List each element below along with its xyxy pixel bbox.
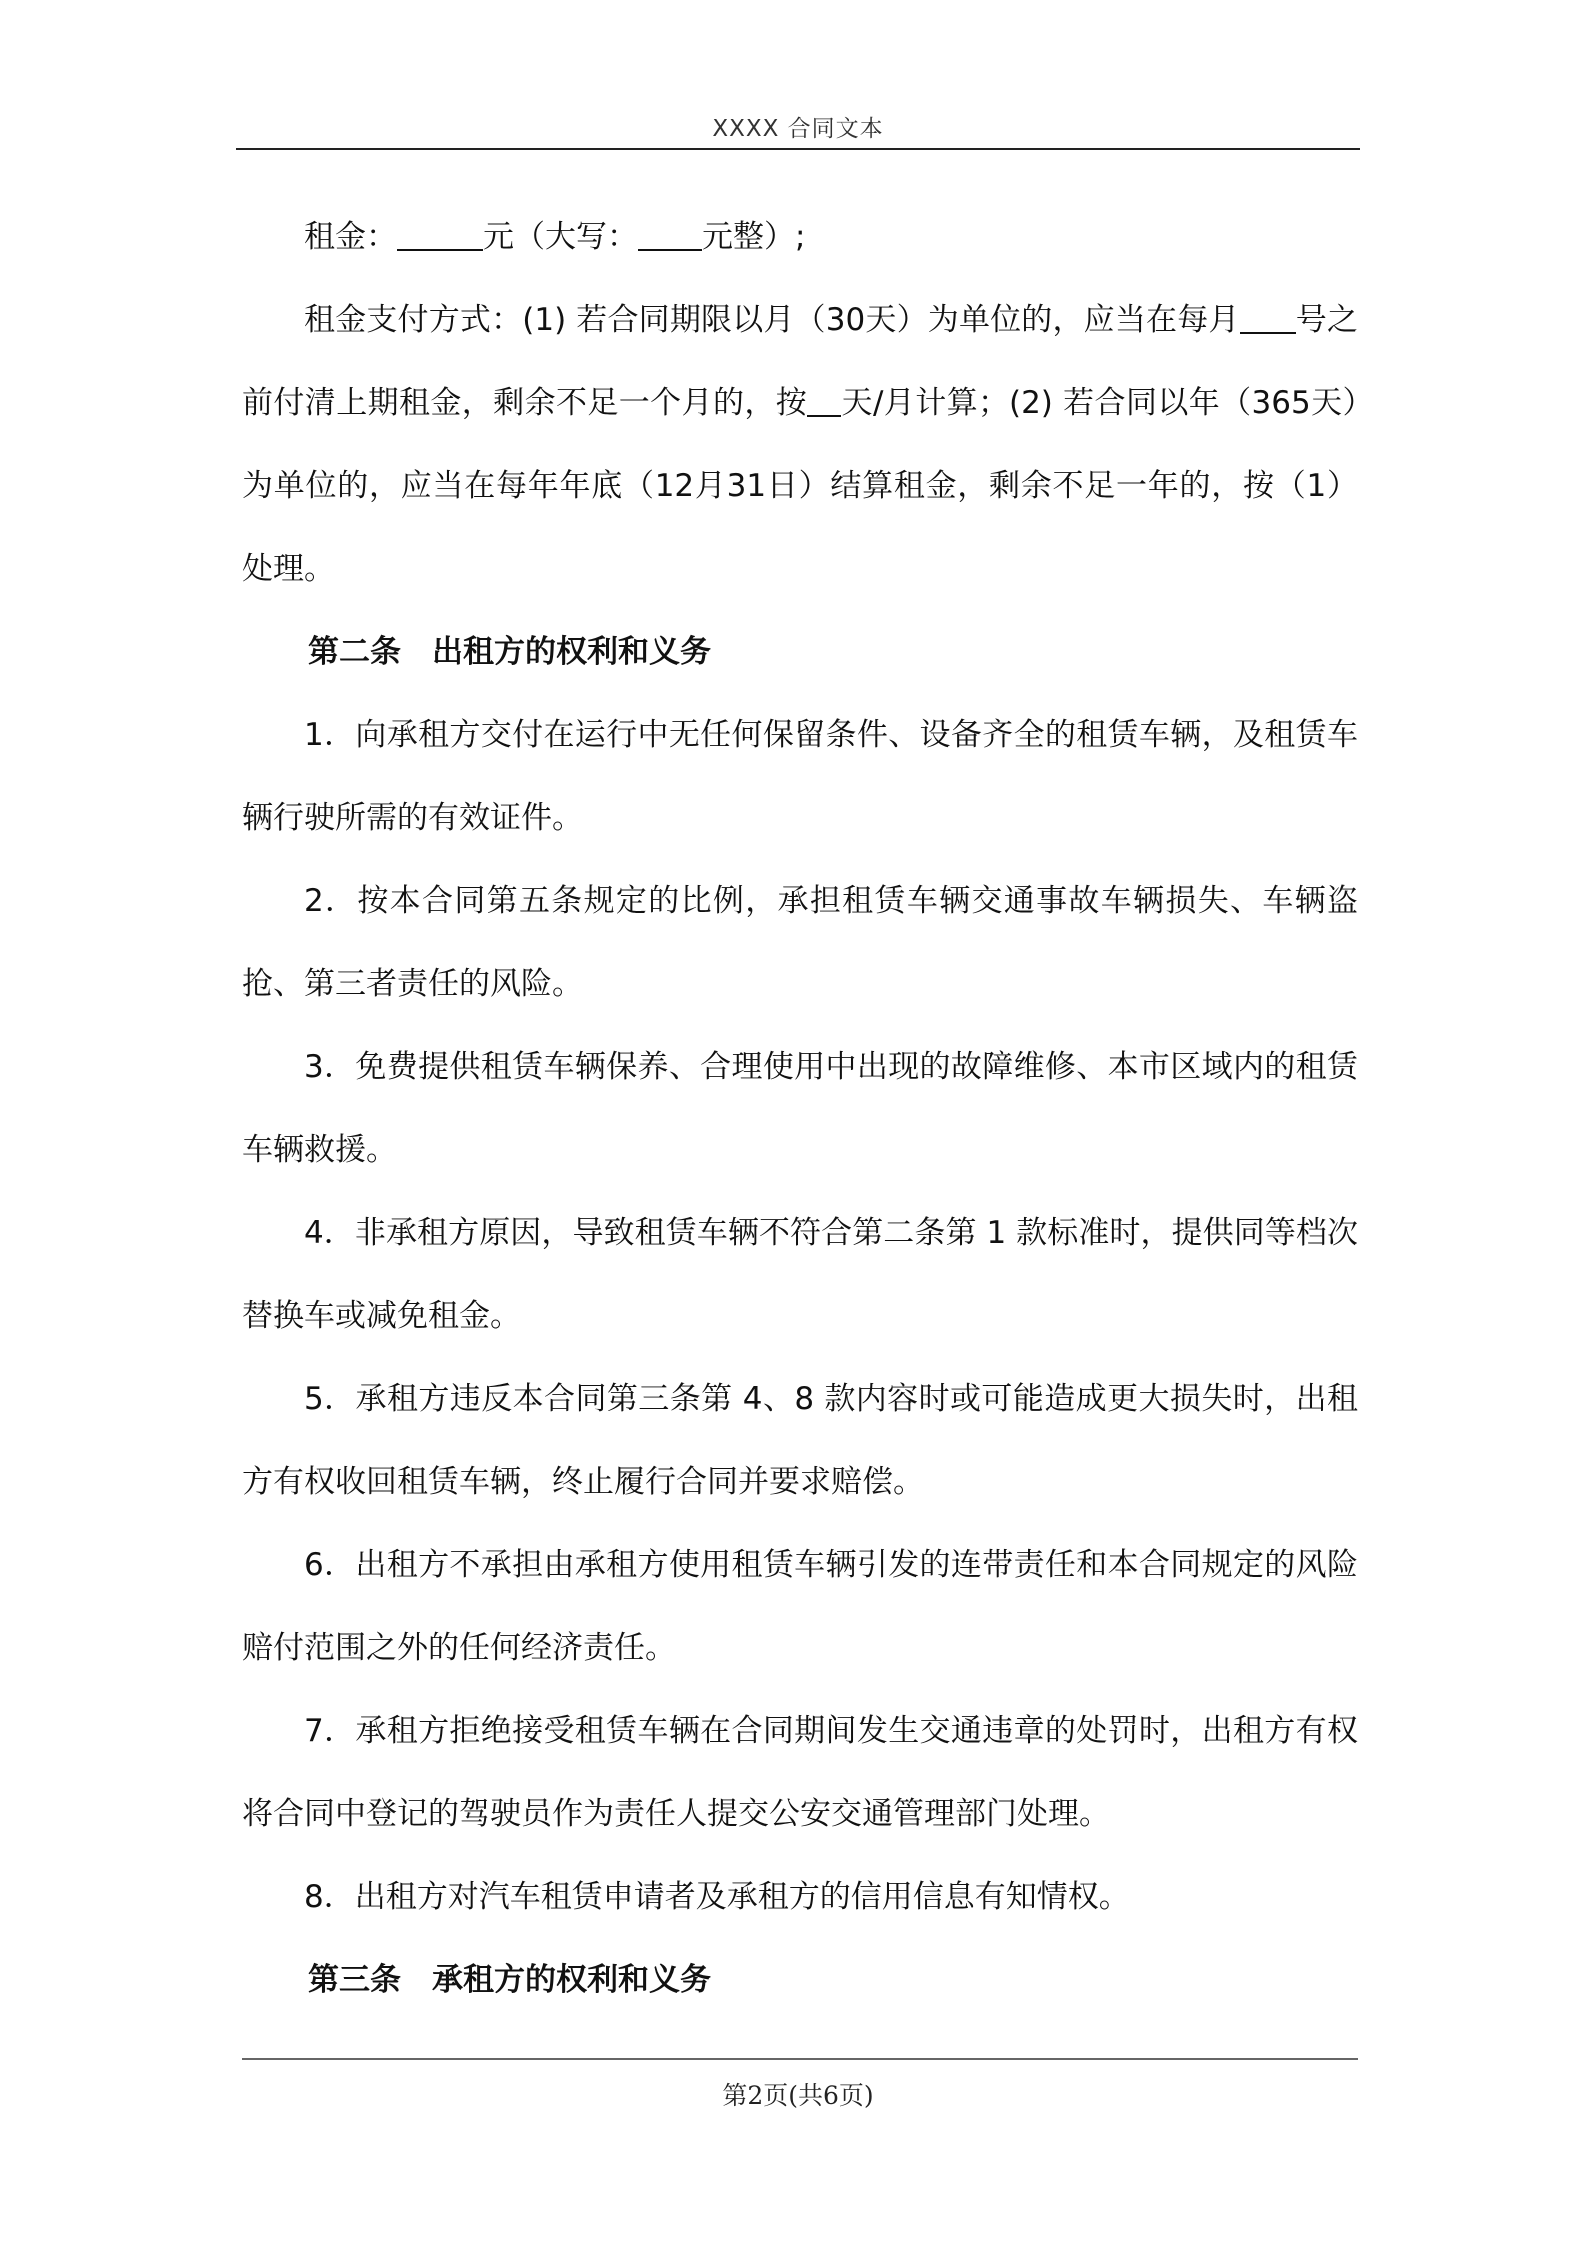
rent-line	[242, 196, 1358, 279]
clause-item: 3．免费提供租赁车辆保养、合理使用中出现的故障维修、本市区域内的租赁车辆救援。	[242, 1049, 1358, 1168]
header-divider	[236, 148, 1360, 150]
payment-day-blank	[1240, 304, 1296, 334]
page-header: XXXX 合同文本	[712, 116, 884, 142]
clause-item: 5．承租方违反本合同第三条第 4、8 款内容时或可能造成更大损失时，出租方有权收回租赁车辆，终止履行合同并要求赔偿。	[242, 1381, 1358, 1500]
payment-days-blank	[807, 387, 841, 417]
clause-item: 4．非承租方原因，导致租赁车辆不符合第二条第 1 款标准时，提供同等档次替换车或减免租金。	[242, 1215, 1358, 1334]
section-heading-2: 第二条 出租方的权利和义务	[308, 634, 711, 670]
rent-unit: 元（大写：	[483, 219, 638, 255]
payment-paragraph	[242, 279, 1358, 611]
clause-item: 8．出租方对汽车租赁申请者及承租方的信用信息有知情权。	[304, 1879, 1130, 1915]
payment-text-1: 租金支付方式：(1) 若合同期限以月（30天）为单位的，应当在每月	[304, 302, 1240, 338]
rent-label: 租金：	[304, 219, 397, 255]
clause-item: 1．向承租方交付在运行中无任何保留条件、设备齐全的租赁车辆，及租赁车辆行驶所需的有效证件。	[242, 717, 1358, 836]
clause-item: 7．承租方拒绝接受租赁车辆在合同期间发生交通违章的处罚时，出租方有权将合同中登记的驾驶员作为责任人提交公安交通管理部门处理。	[242, 1713, 1358, 1832]
rent-unit-end: 元整）;	[702, 219, 806, 255]
rent-amount-words-blank	[638, 221, 702, 251]
payment-text-3: 天/月计算；(2) 若合同以年（365天）为单位的，应当在每年年底（12月31日）结算租金，剩余不足一年的，按（1）处理。	[242, 385, 1358, 587]
rent-amount-blank	[397, 221, 483, 251]
document-body	[242, 196, 1358, 2022]
clause-item: 6．出租方不承担由承租方使用租赁车辆引发的连带责任和本合同规定的风险赔付范围之外的任何经济责任。	[242, 1547, 1358, 1666]
payment-text-2: 号之前付清上期租金，剩余不足一个月的，按	[242, 302, 1358, 421]
section-heading-3: 第三条 承租方的权利和义务	[308, 1962, 711, 1998]
clause-item: 2．按本合同第五条规定的比例，承担租赁车辆交通事故车辆损失、车辆盗抢、第三者责任的风险。	[242, 883, 1358, 1002]
page-number: 第2页(共6页)	[722, 2081, 874, 2110]
footer-divider	[242, 2058, 1358, 2060]
